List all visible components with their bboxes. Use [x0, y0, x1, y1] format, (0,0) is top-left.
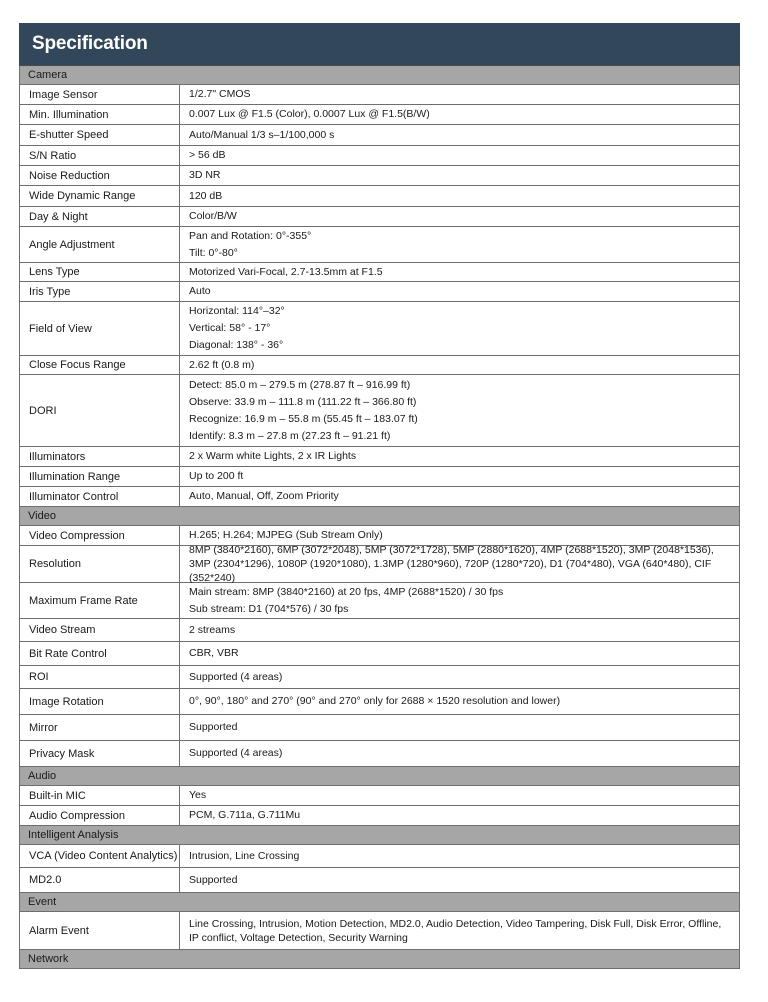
spec-value-line: 120 dB: [189, 189, 223, 202]
spec-value: [180, 806, 739, 825]
spec-value-line: PCM, G.711a, G.711Mu: [189, 809, 301, 821]
spec-value: [180, 447, 739, 466]
spec-value: [180, 282, 739, 301]
spec-row: [19, 166, 740, 186]
spec-value: [180, 105, 739, 124]
spec-row: [19, 227, 740, 263]
spec-label: E-shutter Speed: [20, 125, 180, 145]
spec-value-line: 0.007 Lux @ F1.5 (Color), 0.0007 Lux @ F1.5(B/W): [189, 108, 430, 120]
spec-value: [180, 642, 739, 665]
spec-label: Illuminator Control: [20, 487, 180, 506]
spec-label: Audio Compression: [20, 806, 180, 825]
spec-value-line: Auto/Manual 1/3 s–1/100,000 s: [189, 128, 335, 141]
spec-row: [19, 263, 740, 282]
spec-value-line: Detect: 85.0 m – 279.5 m (278.87 ft – 916.99 ft): [189, 378, 411, 391]
spec-value-line: Recognize: 16.9 m – 55.8 m (55.45 ft – 183.07 ft): [189, 412, 418, 425]
spec-row: [19, 105, 740, 125]
spec-value: [180, 786, 739, 805]
spec-label: Resolution: [20, 546, 180, 582]
spec-label: Angle Adjustment: [20, 227, 180, 262]
spec-label: VCA (Video Content Analytics): [20, 845, 180, 867]
spec-row: [19, 85, 740, 105]
spec-row: [19, 642, 740, 666]
spec-row: [19, 845, 740, 868]
spec-value-line: Supported: [189, 873, 238, 886]
spec-row: [19, 806, 740, 826]
spec-sheet: [19, 23, 740, 969]
section-header-network: Network: [19, 950, 740, 969]
spec-value: [180, 868, 739, 892]
spec-row: [19, 207, 740, 227]
spec-value: [180, 666, 739, 688]
spec-label: Maximum Frame Rate: [20, 583, 180, 618]
spec-label: Field of View: [20, 302, 180, 355]
spec-value: [180, 146, 739, 165]
spec-value-line: 3D NR: [189, 169, 221, 181]
spec-label: Privacy Mask: [20, 741, 180, 766]
spec-row: [19, 467, 740, 487]
spec-value: [180, 356, 739, 374]
spec-value: [180, 546, 739, 582]
spec-label: ROI: [20, 666, 180, 688]
spec-label: S/N Ratio: [20, 146, 180, 165]
spec-value: [180, 619, 739, 641]
spec-label: Wide Dynamic Range: [20, 186, 180, 206]
spec-row: [19, 447, 740, 467]
spec-label: Min. Illumination: [20, 105, 180, 124]
spec-value-line: Tilt: 0°-80°: [189, 246, 238, 259]
spec-label: Bit Rate Control: [20, 642, 180, 665]
spec-row: [19, 487, 740, 507]
spec-row: [19, 282, 740, 302]
spec-label: Alarm Event: [20, 912, 180, 949]
spec-value-line: Horizontal: 114°–32°: [189, 305, 285, 317]
spec-row: [19, 125, 740, 146]
spec-label: Image Rotation: [20, 689, 180, 714]
spec-value: [180, 166, 739, 185]
spec-label: Built-in MIC: [20, 786, 180, 805]
spec-row: [19, 619, 740, 642]
spec-row: [19, 356, 740, 375]
spec-row: [19, 302, 740, 356]
spec-value: [180, 845, 739, 867]
spec-label: Image Sensor: [20, 85, 180, 104]
section-header-audio: Audio: [19, 767, 740, 786]
spec-title: Specification: [32, 33, 148, 54]
spec-value-line: Vertical: 58° - 17°: [189, 322, 271, 334]
spec-row: [19, 146, 740, 166]
spec-header-banner: [19, 23, 740, 65]
spec-value-line: 2 streams: [189, 623, 236, 636]
spec-label: Noise Reduction: [20, 166, 180, 185]
spec-value: [180, 125, 739, 145]
spec-value: [180, 689, 739, 714]
spec-value-line: Intrusion, Line Crossing: [189, 849, 300, 862]
spec-value-line: Line Crossing, Intrusion, Motion Detection, MD2.0, Audio Detection, Video Tampering, Disk Full, Disk Error, Offline, IP conflict, Voltage Detection, Security Warning: [189, 917, 722, 944]
spec-label: Lens Type: [20, 263, 180, 281]
spec-row: [19, 912, 740, 950]
spec-label: Mirror: [20, 715, 180, 740]
spec-value-line: 0°, 90°, 180° and 270° (90° and 270° only for 2688 × 1520 resolution and lower): [189, 695, 561, 707]
spec-row: [19, 689, 740, 715]
spec-value-line: Motorized Vari-Focal, 2.7-13.5mm at F1.5: [189, 265, 383, 278]
spec-label: Day & Night: [20, 207, 180, 226]
spec-value: [180, 583, 739, 618]
spec-value: [180, 227, 739, 262]
spec-value: [180, 912, 739, 949]
spec-value: [180, 263, 739, 281]
spec-value-line: Identify: 8.3 m – 27.8 m (27.23 ft – 91.21 ft): [189, 429, 391, 442]
spec-label: Close Focus Range: [20, 356, 180, 374]
section-header-video: Video: [19, 507, 740, 526]
spec-row: [19, 375, 740, 447]
spec-value-line: Yes: [189, 789, 207, 801]
spec-value-line: Auto: [189, 285, 211, 297]
section-header-camera: Camera: [19, 66, 740, 85]
spec-row: [19, 186, 740, 207]
spec-value: [180, 741, 739, 766]
spec-row: [19, 666, 740, 689]
spec-value: [180, 467, 739, 486]
spec-row: [19, 546, 740, 583]
spec-value-line: Color/B/W: [189, 210, 237, 222]
spec-value-line: Sub stream: D1 (704*576) / 30 fps: [189, 602, 349, 615]
spec-value-line: > 56 dB: [189, 149, 226, 161]
spec-value: [180, 186, 739, 206]
spec-value-line: CBR, VBR: [189, 647, 239, 659]
spec-label: Video Stream: [20, 619, 180, 641]
spec-label: DORI: [20, 375, 180, 446]
spec-value-line: Up to 200 ft: [189, 470, 244, 482]
spec-value-line: 1/2.7" CMOS: [189, 88, 251, 100]
spec-row: [19, 715, 740, 741]
spec-value: [180, 207, 739, 226]
spec-value-line: H.265; H.264; MJPEG (Sub Stream Only): [189, 529, 383, 541]
spec-value-line: Main stream: 8MP (3840*2160) at 20 fps, 4MP (2688*1520) / 30 fps: [189, 585, 504, 598]
spec-value-line: Observe: 33.9 m – 111.8 m (111.22 ft – 366.80 ft): [189, 395, 417, 408]
spec-value-line: Pan and Rotation: 0°-355°: [189, 229, 312, 242]
spec-value-line: Diagonal: 138° - 36°: [189, 339, 284, 351]
spec-value: [180, 487, 739, 506]
spec-row: [19, 741, 740, 767]
section-header-intelligent-analysis: Intelligent Analysis: [19, 826, 740, 845]
spec-value-line: Auto, Manual, Off, Zoom Priority: [189, 490, 339, 502]
spec-value-line: 8MP (3840*2160), 6MP (3072*2048), 5MP (3072*1728), 5MP (2880*1620), 4MP (2688*1520), 3MP (2048*1536), 3MP (2304*1296), 1080P (1920*1080), 1.3MP (1280*960), 720P (1280*720), D1 (704*480), VGA (640*480), CIF (352*240): [189, 544, 714, 584]
spec-row: [19, 583, 740, 619]
spec-label: Video Compression: [20, 526, 180, 545]
spec-value: [180, 375, 739, 446]
spec-value: [180, 85, 739, 104]
spec-value: [180, 302, 739, 355]
spec-value: [180, 715, 739, 740]
spec-value-line: Supported (4 areas): [189, 670, 283, 683]
section-header-event: Event: [19, 893, 740, 912]
spec-label: Illumination Range: [20, 467, 180, 486]
spec-value-line: Supported (4 areas): [189, 747, 283, 759]
spec-value-line: 2 x Warm white Lights, 2 x IR Lights: [189, 450, 357, 462]
spec-table: [19, 65, 740, 969]
spec-label: MD2.0: [20, 868, 180, 892]
spec-value-line: Supported: [189, 721, 238, 733]
spec-value-line: 2.62 ft (0.8 m): [189, 358, 255, 371]
spec-row: [19, 868, 740, 893]
spec-label: Iris Type: [20, 282, 180, 301]
spec-row: [19, 786, 740, 806]
spec-label: Illuminators: [20, 447, 180, 466]
